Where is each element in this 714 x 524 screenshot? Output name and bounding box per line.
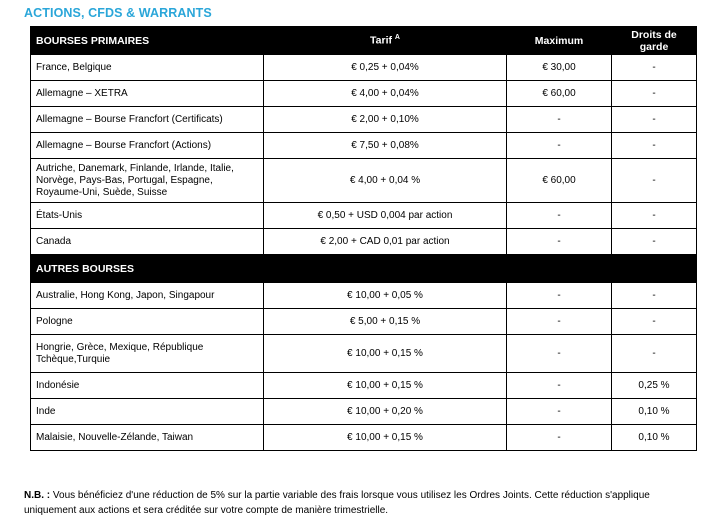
primary-markets-body [31,55,697,255]
tarif-cell: € 5,00 + 0,15 % [264,309,507,335]
maximum-cell: - [507,203,612,229]
custody-cell: 0,10 % [612,425,697,451]
maximum-cell: - [507,425,612,451]
tarif-cell: € 2,00 + CAD 0,01 par action [264,229,507,255]
maximum-cell: € 30,00 [507,55,612,81]
tarif-cell: € 0,25 + 0,04% [264,55,507,81]
maximum-cell: - [507,335,612,373]
other-markets-body [31,283,697,451]
market-cell: États-Unis [31,203,264,229]
tarif-cell: € 0,50 + USD 0,004 par action [264,203,507,229]
tarif-cell: € 2,00 + 0,10% [264,107,507,133]
tarif-cell: € 10,00 + 0,15 % [264,373,507,399]
tarif-cell: € 10,00 + 0,20 % [264,399,507,425]
fees-table [30,26,697,451]
custody-cell: - [612,107,697,133]
header-tarif-label: Tarif [370,34,392,47]
header-custody: Droits de garde [612,27,697,55]
custody-cell: - [612,159,697,203]
table-row [31,229,697,255]
header-tarif [264,27,507,55]
custody-cell: - [612,283,697,309]
market-cell: France, Belgique [31,55,264,81]
maximum-cell: - [507,107,612,133]
maximum-cell: - [507,399,612,425]
table-row [31,425,697,451]
maximum-cell: - [507,229,612,255]
header-other-empty [507,255,612,283]
custody-cell: - [612,309,697,335]
header-other-markets: AUTRES BOURSES [31,255,264,283]
header-other-empty [264,255,507,283]
market-cell: Indonésie [31,373,264,399]
custody-cell: - [612,81,697,107]
tarif-cell: € 7,50 + 0,08% [264,133,507,159]
tarif-cell: € 4,00 + 0,04 % [264,159,507,203]
market-cell: Allemagne – Bourse Francfort (Actions) [31,133,264,159]
market-cell: Allemagne – XETRA [31,81,264,107]
market-cell: Pologne [31,309,264,335]
table-row [31,81,697,107]
market-cell: Australie, Hong Kong, Japon, Singapour [31,283,264,309]
header-tarif-sup: A [394,34,400,42]
tarif-cell: € 10,00 + 0,15 % [264,335,507,373]
header-other-empty [612,255,697,283]
custody-cell: - [612,203,697,229]
table-row [31,335,697,373]
other-markets-header-row [31,255,697,283]
footnote-label: N.B. : [24,490,51,501]
footnote-text: Vous bénéficiez d'une réduction de 5% sur la partie variable des frais lorsque vous utilisez les Ordres Joints. Cette réduction s'applique uniquement aux actions et sera créditée sur votre compte de manière trimestrielle. [24,490,650,516]
maximum-cell: € 60,00 [507,81,612,107]
tarif-cell: € 4,00 + 0,04% [264,81,507,107]
market-cell: Autriche, Danemark, Finlande, Irlande, Italie, Norvège, Pays-Bas, Portugal, Espagne, Royaume-Uni, Suède, Suisse [31,159,264,203]
custody-cell: - [612,55,697,81]
header-maximum: Maximum [507,27,612,55]
footnote [24,488,704,518]
table-row [31,283,697,309]
market-cell: Malaisie, Nouvelle-Zélande, Taiwan [31,425,264,451]
table-row [31,55,697,81]
maximum-cell: - [507,309,612,335]
header-primary-markets: BOURSES PRIMAIRES [31,27,264,55]
table-row [31,203,697,229]
custody-cell: - [612,335,697,373]
custody-cell: - [612,133,697,159]
table-row [31,159,697,203]
market-cell: Canada [31,229,264,255]
custody-cell: - [612,229,697,255]
table-row [31,373,697,399]
table-row [31,133,697,159]
maximum-cell: € 60,00 [507,159,612,203]
market-cell: Hongrie, Grèce, Mexique, République Tchèque,Turquie [31,335,264,373]
custody-cell: 0,25 % [612,373,697,399]
custody-cell: 0,10 % [612,399,697,425]
table-header-row [31,27,697,55]
tarif-cell: € 10,00 + 0,05 % [264,283,507,309]
other-markets-header-body [31,255,697,283]
market-cell: Inde [31,399,264,425]
maximum-cell: - [507,373,612,399]
table-row [31,309,697,335]
section-title: ACTIONS, CFDS & WARRANTS [24,6,212,20]
maximum-cell: - [507,133,612,159]
market-cell: Allemagne – Bourse Francfort (Certificats) [31,107,264,133]
table-row [31,399,697,425]
tarif-cell: € 10,00 + 0,15 % [264,425,507,451]
table-row [31,107,697,133]
maximum-cell: - [507,283,612,309]
